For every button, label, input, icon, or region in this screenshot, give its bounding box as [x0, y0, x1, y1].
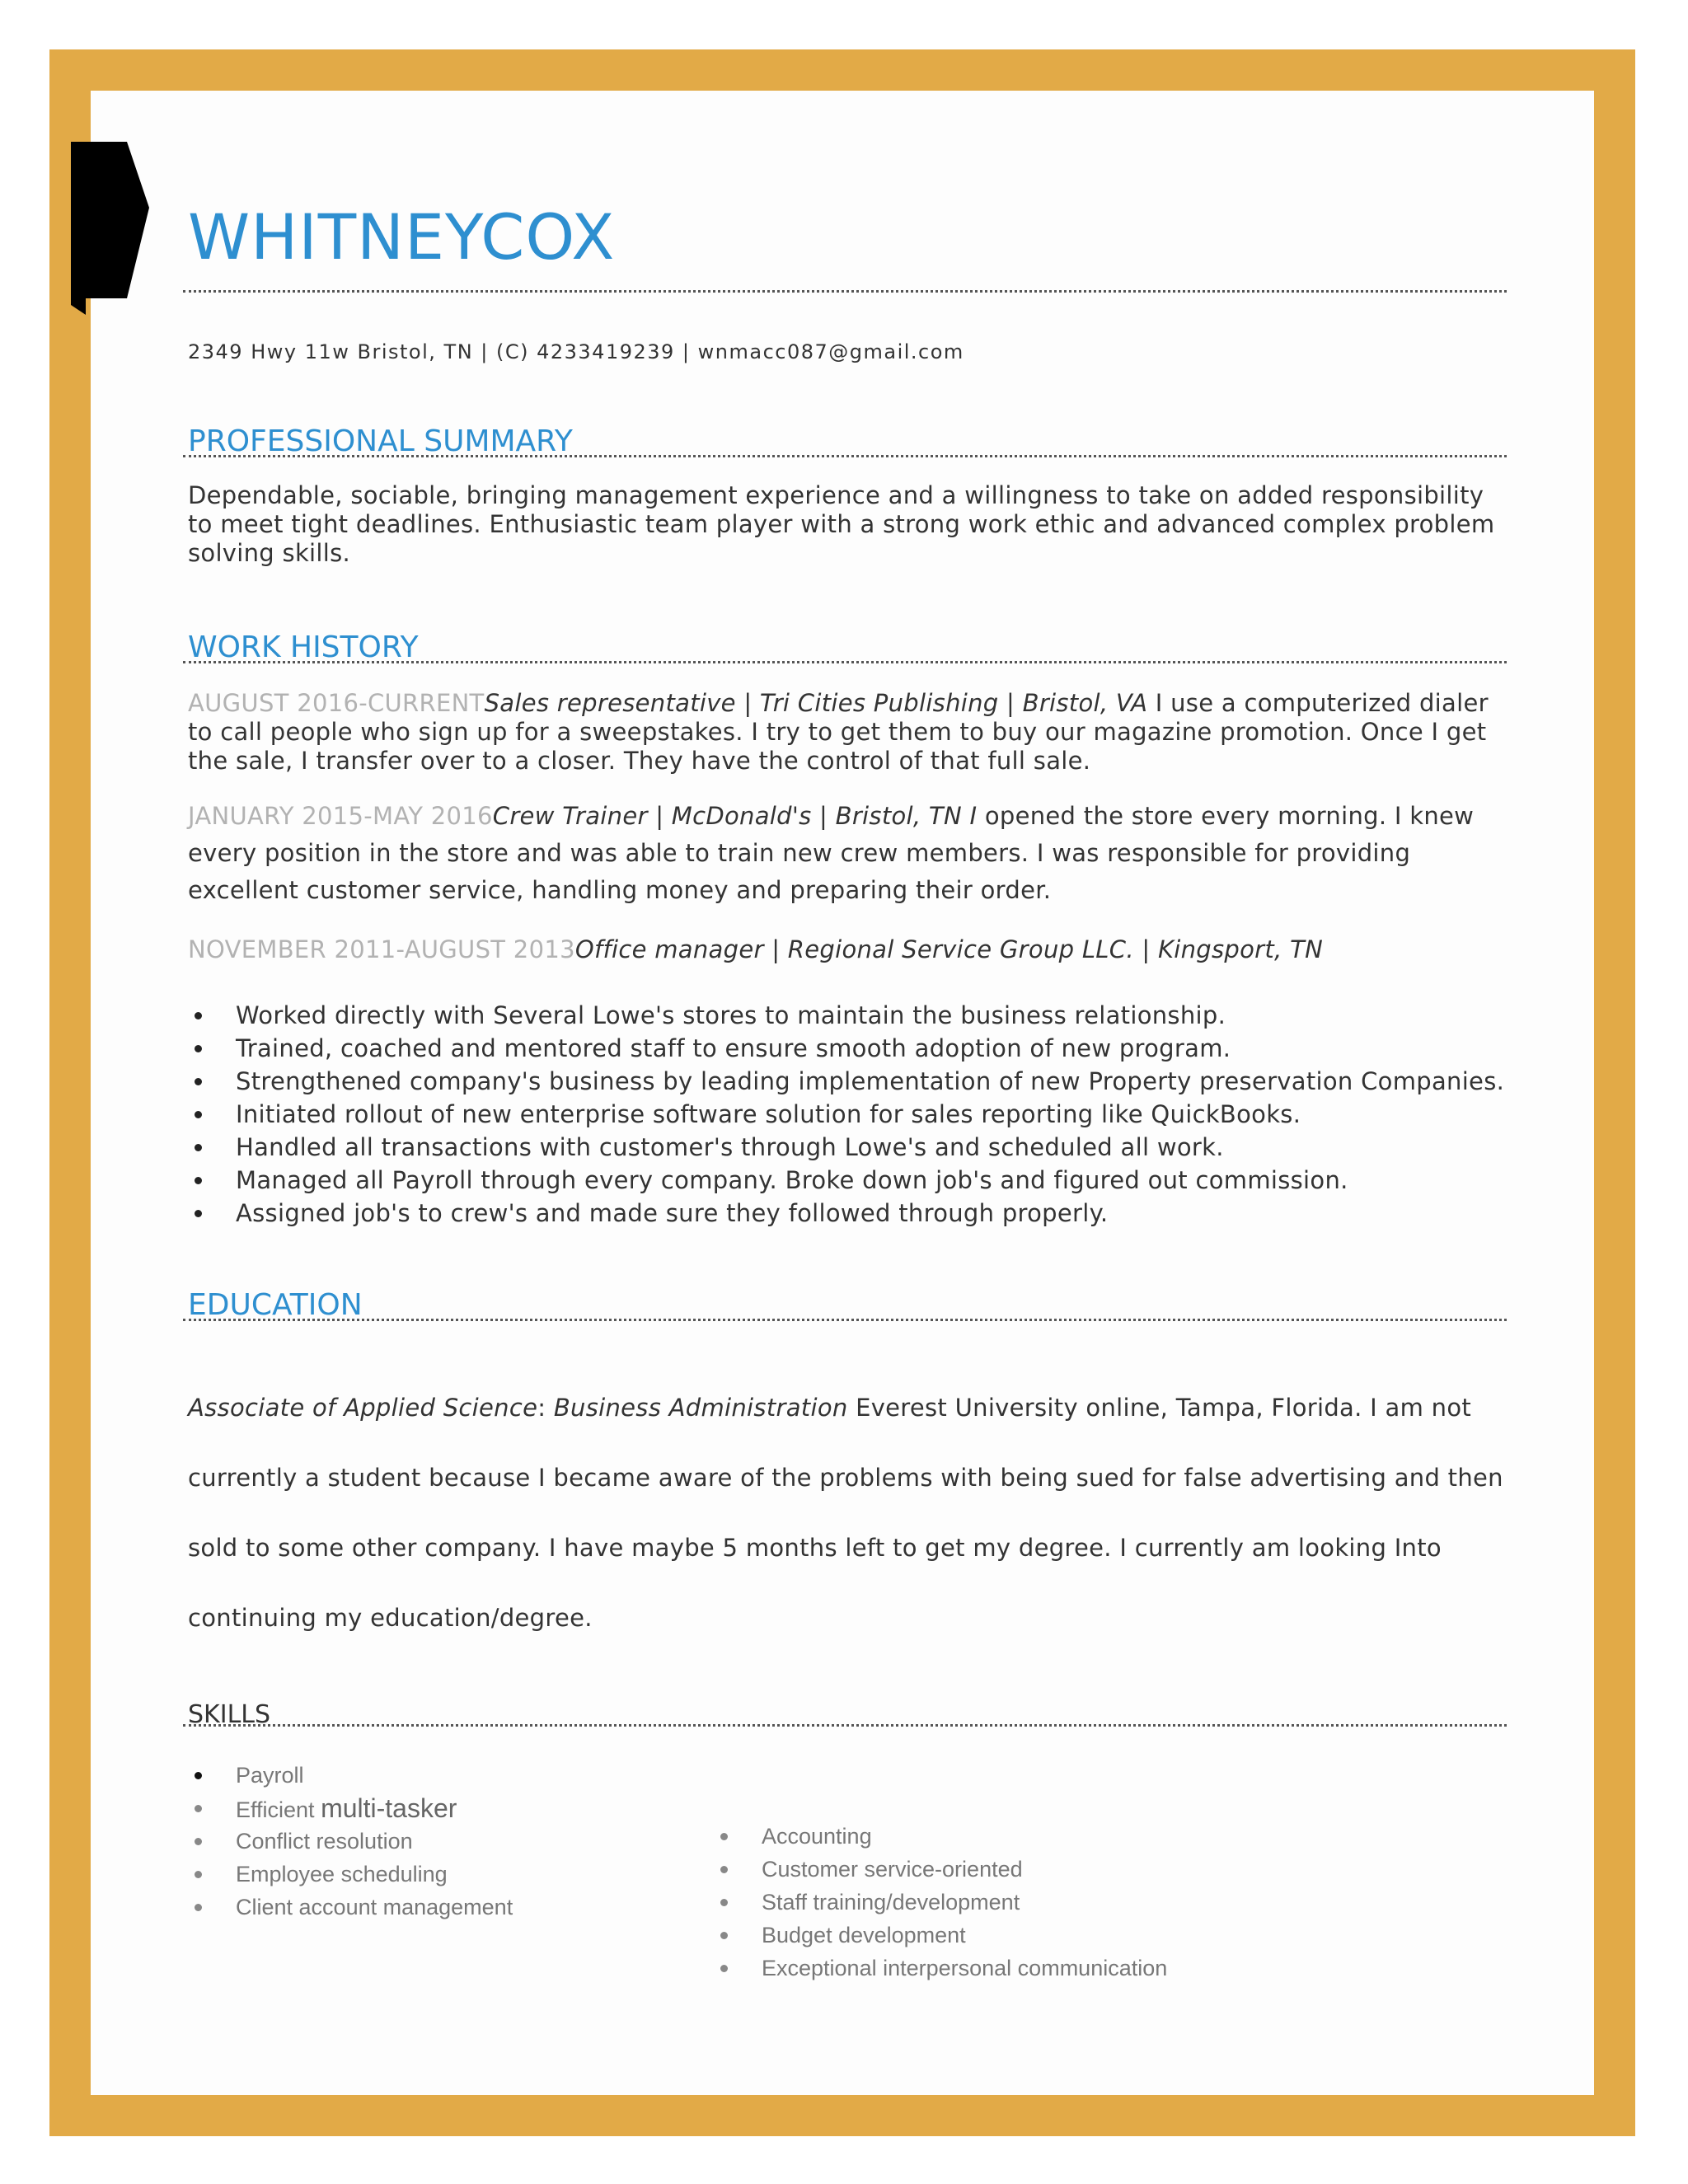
job-date: NOVEMBER 2011-AUGUST 2013 [188, 935, 575, 963]
education-line: sold to some other company. I have maybe 5 months left to get my degree. I currently am looking Into [188, 1534, 1442, 1562]
job-title: Office manager | Regional Service Group LLC. | Kingsport, TN [574, 935, 1324, 963]
list-item: Trained, coached and mentored staff to ensure smooth adoption of new program. [188, 1032, 1507, 1065]
header-tab-decoration [71, 142, 149, 315]
job-date: AUGUST 2016-CURRENT [188, 689, 485, 717]
divider [183, 1724, 1507, 1727]
contact-info: 2349 Hwy 11w Bristol, TN | (C) 4233419239 | wnmacc087@gmail.com [188, 340, 964, 363]
skill-item: Customer service-oriented [714, 1853, 1167, 1886]
summary-text: Dependable, sociable, bringing management experience and a willingness to take on added responsibility to meet tight deadlines. Enthusiastic team player with a strong work ethic and advanced complex problem solving skills. [188, 481, 1495, 567]
list-item: Managed all Payroll through every company. Broke down job's and figured out commission. [188, 1164, 1507, 1197]
skills-list-right [714, 1820, 1167, 1985]
job-description: opened the store every morning. I knew every position in the store and was able to train new crew members. I was responsible for providing excellent customer service, handling money and preparing their order. [188, 802, 1475, 904]
job-entry [188, 689, 1507, 776]
degree: Associate of Applied Science [188, 1394, 538, 1422]
candidate-name: WHITNEYCOX [188, 200, 616, 274]
job-entry [188, 798, 1507, 909]
skill-item [188, 1792, 513, 1825]
education-line: currently a student because I became aware of the problems with being sued for false advertising and then [188, 1464, 1503, 1492]
skill-item: Budget development [714, 1919, 1167, 1952]
school-info: Everest University online, Tampa, Florida. I am not [847, 1394, 1472, 1422]
skill-item: Exceptional interpersonal communication [714, 1952, 1167, 1985]
skill-item: Employee scheduling [188, 1858, 513, 1891]
skill-item: Client account management [188, 1891, 513, 1924]
skill-item: Payroll [188, 1759, 513, 1792]
job-title: Sales representative | Tri Cities Publishing | Bristol, VA [484, 689, 1148, 717]
divider [183, 661, 1507, 663]
education-text [188, 1373, 1507, 1653]
job-entry [188, 935, 1507, 964]
skills-list-left [188, 1759, 513, 1924]
divider [183, 290, 1507, 293]
list-item: Initiated rollout of new enterprise software solution for sales reporting like QuickBooks. [188, 1098, 1507, 1131]
list-item: Assigned job's to crew's and made sure they followed through properly. [188, 1197, 1507, 1230]
divider [183, 1319, 1507, 1321]
education-line: continuing my education/degree. [188, 1604, 593, 1632]
separator: : [537, 1394, 554, 1422]
list-item: Strengthened company's business by leading implementation of new Property preservation Companies. [188, 1065, 1507, 1098]
skill-item: Accounting [714, 1820, 1167, 1853]
field-of-study: Business Administration [553, 1394, 848, 1422]
education-line [188, 1373, 1507, 1443]
skill-text-emphasis: multi-tasker [321, 1793, 457, 1823]
divider [183, 455, 1507, 457]
summary-heading: PROFESSIONAL SUMMARY [188, 424, 573, 458]
skill-item: Conflict resolution [188, 1825, 513, 1858]
job-date: JANUARY 2015-MAY 2016 [188, 802, 493, 830]
job-description: I use a computerized dialer to call people who sign up for a sweepstakes. I try to get them to buy our magazine promotion. Once I get the sale, I transfer over to a closer. They have the control of that full sale. [188, 689, 1489, 775]
work-history-heading: WORK HISTORY [188, 630, 419, 664]
education-heading: EDUCATION [188, 1288, 363, 1322]
skill-item: Staff training/development [714, 1886, 1167, 1919]
job-title: Crew Trainer | McDonald's | Bristol, TN I [492, 802, 978, 830]
list-item: Handled all transactions with customer's through Lowe's and scheduled all work. [188, 1131, 1507, 1164]
job-bullet-list [188, 999, 1507, 1230]
list-item: Worked directly with Several Lowe's stores to maintain the business relationship. [188, 999, 1507, 1032]
skills-heading: SKILLS [188, 1700, 271, 1729]
skill-text: Efficient [236, 1797, 321, 1822]
